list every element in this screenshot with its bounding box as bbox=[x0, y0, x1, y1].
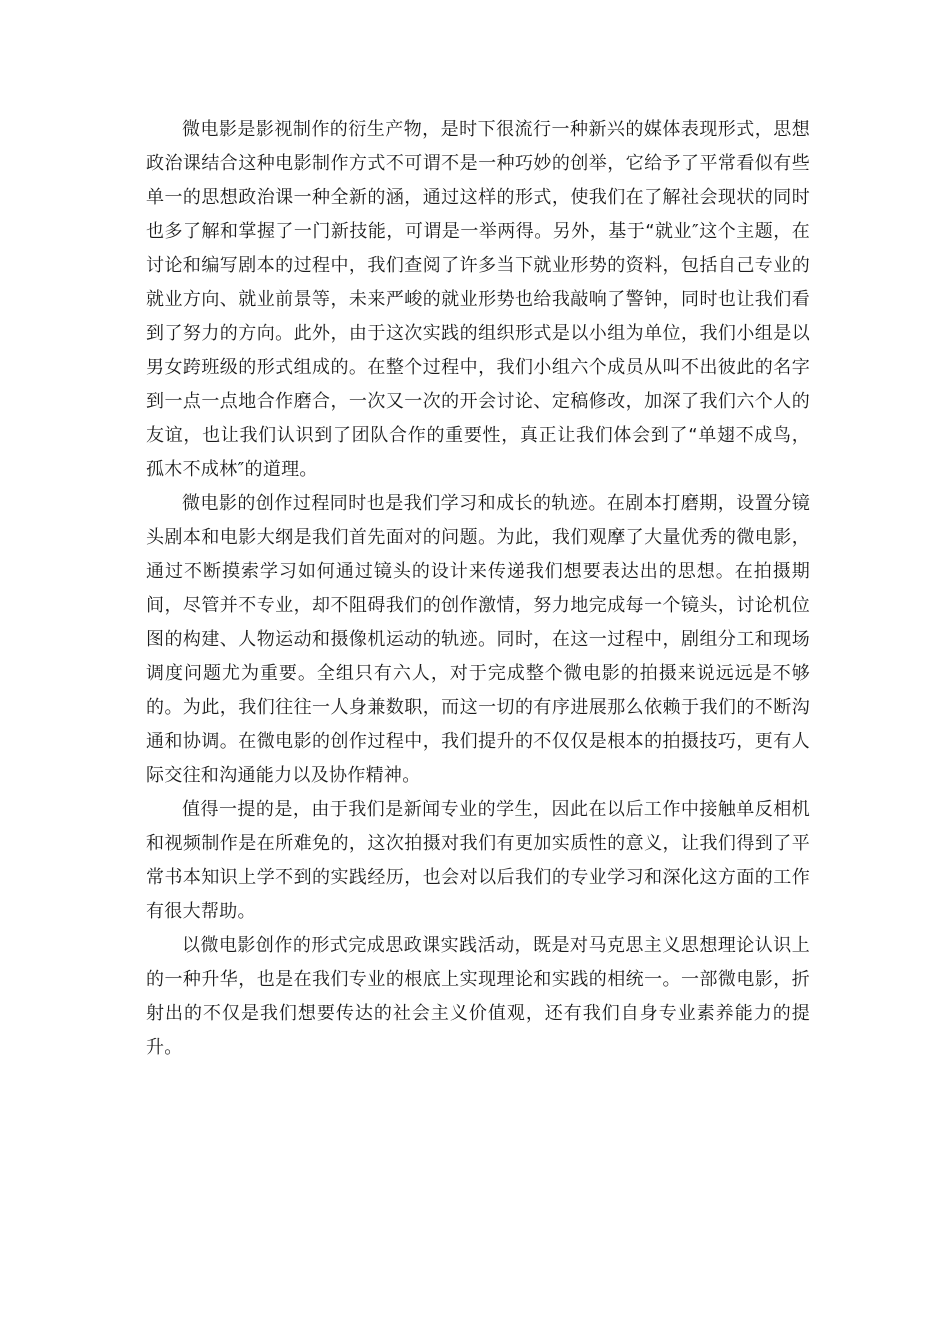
paragraph-4: 以微电影创作的形式完成思政课实践活动，既是对马克思主义思想理论认识上的一种升华，也是在我们专业的根底上实现理论和实践的相统一。一部微电影，折射出的不仅是我们想要传达的社会主义价值观，还有我们自身专业素养能力的提升。 bbox=[146, 935, 810, 1058]
paragraph-2: 微电影的创作过程同时也是我们学习和成长的轨迹。在剧本打磨期，设置分镜头剧本和电影大纲是我们首先面对的问题。为此，我们观摩了大量优秀的微电影，通过不断摸索学习如何通过镜头的设计来传递我们想要表达出的思想。在拍摄期间，尽管并不专业，却不阻碍我们的创作激情，努力地完成每一个镜头，讨论机位图的构建、人物运动和摄像机运动的轨迹。同时，在这一过程中，剧组分工和现场调度问题尤为重要。全组只有六人，对于完成整个微电影的拍摄来说远远是不够的。为此，我们往往一人身兼数职，而这一切的有序进展那么依赖于我们的不断沟通和协调。在微电影的创作过程中，我们提升的不仅仅是根本的拍摄技巧，更有人际交往和沟通能力以及协作精神。 bbox=[146, 493, 810, 786]
paragraph-3: 值得一提的是，由于我们是新闻专业的学生，因此在以后工作中接触单反相机和视频制作是在所难免的，这次拍摄对我们有更加实质性的意义，让我们得到了平常书本知识上学不到的实践经历，也会对以后我们的专业学习和深化这方面的工作有很大帮助。 bbox=[146, 799, 810, 922]
paragraph-1: 微电影是影视制作的衍生产物，是时下很流行一种新兴的媒体表现形式，思想政治课结合这种电影制作方式不可谓不是一种巧妙的创举，它给予了平常看似有些单一的思想政治课一种全新的涵，通过这样的形式，使我们在了解社会现状的同时也多了解和掌握了一门新技能，可谓是一举两得。另外，基于“就业″这个主题，在讨论和编写剧本的过程中，我们查阅了许多当下就业形势的资料，包括自己专业的就业方向、就业前景等，未来严峻的就业形势也给我敲响了警钟，同时也让我们看到了努力的方向。此外，由于这次实践的组织形式是以小组为单位，我们小组是以男女跨班级的形式组成的。在整个过程中，我们小组六个成员从叫不出彼此的名字到一点一点地合作磨合，一次又一次的开会讨论、定稿修改，加深了我们六个人的友谊，也让我们认识到了团队合作的重要性，真正让我们体会到了“单翅不成鸟，孤木不成林″的道理。 bbox=[146, 119, 810, 480]
document-body bbox=[146, 113, 810, 1065]
